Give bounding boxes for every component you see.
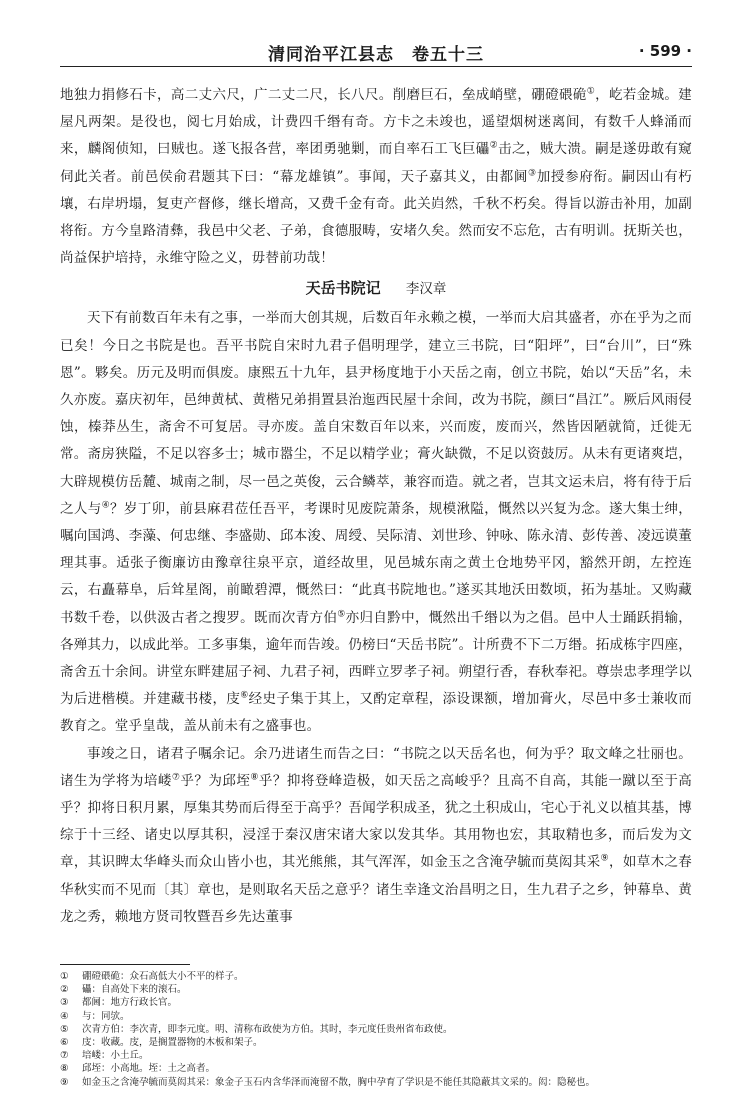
footnote-marker: ② <box>489 140 499 151</box>
footnote-number: ① <box>60 971 69 982</box>
text-run: 亦归自黔中，慨然出千缗以为之倡。邑中人士踊跃捐输，各殚其力，以成此举。工多事集，逾年而告竣。仍榜曰“天岳书院”。计所费不下二万缗。拓成栋宇四座，斋舍五十余间。讲堂东畔建屈子祠、九君子祠，西畔立罗孝子祠。朔望行香，春秋奉祀。尊崇忠孝理学以为后进楷模。并建藏书楼，庋 <box>60 609 693 708</box>
text-run: 击之，贼大溃。嗣是遂毋敢有窥伺此关者。前邑侯俞君题其下曰：“幕龙雄镇”。事闻，天子嘉其义，由都阃 <box>60 141 692 185</box>
text-run: 天下有前数百年未有之事，一举而大创其规，后数百年永赖之模，一举而大启其盛者，亦在乎为之而已矣！今日之书院是也。吾平书院自宋时九君子倡明理学，建立三书院，曰“阳坪”，曰“台川”，曰“殊恩”。夥矣。历元及明而俱废。康熙五十九年，县尹杨度地于小天岳之南，创立书院，始以“天岳”名，未久亦废。嘉庆初年，邑绅黄栻、黄楷兄弟捐置县治迤西民屋十余间，改为书院，颜曰“昌江”。厥后风雨侵蚀，榛莽丛生，斋舍不可复居。寻亦废。盖自宋数百年以来，兴而废，废而兴，然皆因陋就简，迁徙无常。斋房狭隘，不足以容多士；城市嚣尘，不足以精学业；膏火缺微，不足以资鼓厉。从未有更诸爽垲，大辟规模仿岳麓、城南之制，尽一邑之英俊，云合鳞萃，兼容而造。就之者，岂其文运未启，将有待于后之人与 <box>60 310 692 517</box>
footnote-marker: ⑤ <box>337 609 346 620</box>
footnote-list <box>60 970 692 1089</box>
essay-author: 李汉章 <box>405 281 447 298</box>
footnote-number: ② <box>60 984 69 996</box>
footnote-number: ⑧ <box>60 1063 69 1075</box>
footnote-marker: ③ <box>528 168 537 179</box>
page-body <box>60 82 692 931</box>
footnote-number: ⑥ <box>60 1037 69 1049</box>
essay-paragraph <box>60 305 692 740</box>
footnote-number: ⑤ <box>60 1023 69 1035</box>
footnote-marker: ⑨ <box>600 853 609 864</box>
footnote-item <box>60 1049 692 1062</box>
footnote-marker: ④ <box>101 500 111 511</box>
footnote-marker: ⑥ <box>240 690 249 701</box>
footnote-text: 庋：收藏。庋，是搁置器物的木板和架子。 <box>82 1037 263 1049</box>
footnote-number: ⑨ <box>60 1076 69 1088</box>
footnote-item <box>60 1062 692 1075</box>
text-run: ？岁丁卯，前县麻君莅任吾平，考课时见废院萧条，规模湫隘，慨然以兴复为念。遂大集士绅，嘱向国鸿、李藻、何忠继、李盛勋、邱本浚、周绶、吴际清、刘世珍、钟咏、陈永清、彭传善、凌远谟董理其事。适张子衡廉访由豫章往泉平京，道经故里，见邑城东南之黄土仓地势平冈，豁然开朗，左控连云，右矗幕阜，后耸星阁，前瞰碧潭，慨然曰：“此真书院地也。”遂买其地沃田数顷，拓为基址。又购藏书数千卷，以供汲古者之搜罗。既而次青方伯 <box>60 500 692 626</box>
text-run: 事竣之日，诸君子嘱余记。余乃进诸生而告之曰：“书院之以天岳名也，何为乎？取文峰之壮丽也。诸生为学将为培嵝 <box>60 745 692 789</box>
footnotes <box>60 964 692 1089</box>
header-title: 清同治平江县志 卷五十三 <box>268 45 484 65</box>
text-run: ，屹若金城。建屋凡两架。是役也，阅七月始成，计费四千缗有奇。方卡之未竣也，遥望烟树迷离间，有数千人蜂涌而来，麟阁侦知，曰贼也。遂飞报各营，率团勇驰剿，而自率石工飞巨礧 <box>60 87 692 158</box>
essay-title: 天岳书院记 <box>305 279 381 298</box>
footnote-item <box>60 1076 692 1089</box>
footnote-item <box>60 996 692 1009</box>
intro-paragraph <box>60 82 692 272</box>
footnote-marker: ⑦ <box>171 772 181 783</box>
footnote-text: 都阃：地方行政长官。 <box>82 997 178 1009</box>
essay-heading <box>60 274 692 303</box>
text-run: 地独力捐修石卡，高二丈六尺，广二丈二尺，长八尺。削磨巨石，垒成峭壁，硼磴碨硊 <box>60 87 587 103</box>
footnote-number: ⑦ <box>60 1050 69 1062</box>
text-run: 乎？为邱垤 <box>180 772 251 789</box>
footnote-text: 培嵝：小土丘。 <box>82 1050 149 1062</box>
footnote-text: 邱垤：小高地。垤：土之高者。 <box>82 1063 216 1075</box>
footnote-text: 次青方伯：李次青，即李元度。明、清称布政使为方伯。其时，李元度任贵州省布政使。 <box>82 1023 453 1035</box>
footnote-text: 与：同欤。 <box>82 1010 130 1022</box>
text-run: ，如草木之春华秋实而不见而〔其〕章也，是则取名天岳之意乎？诸生幸逢文治昌明之日，生九君子之乡，钟幕阜、黄龙之秀，赖地方贤司牧暨吾乡先达董事 <box>60 854 692 925</box>
page-number: · 599 · <box>638 42 692 60</box>
footnote-text: 如金玉之含淹孕毓而莫闳其采：象金子玉石内含华泽而淹留不散，胸中孕育了学识是不能任其隐蔽其文采的。闳：隐秘也。 <box>82 1076 596 1088</box>
footnote-rule <box>60 964 190 965</box>
header-rule <box>60 66 692 67</box>
footnote-item <box>60 1010 692 1023</box>
footnote-item <box>60 970 692 983</box>
footnote-text: 硼磴碨硊：众石高低大小不平的样子。 <box>82 971 244 982</box>
text-run: 经史子集于其上，又酌定章程，添设课额，增加膏火，尽邑中多士兼收而教育之。堂乎皇哉，盖从前未有之盛事也。 <box>60 691 692 735</box>
footnote-number: ④ <box>60 1010 69 1022</box>
footnote-item <box>60 1036 692 1049</box>
footnote-item <box>60 1023 692 1036</box>
essay-paragraph <box>60 741 692 931</box>
text-run: 加授参府衔。嗣因山有朽壤，右岸坍塌，复吏产督修，继长增高，又费千金有奇。此关岿然，千秋不朽矣。得旨以游击补用，加副将衔。方今皇路清彝，我邑中父老、子弟，食德服畴，安堵久矣。然而安不忘危，古有明训。抚斯关也，尚益保护培持，永维守险之义，毋替前功哉！ <box>60 168 693 267</box>
footnote-marker: ① <box>586 86 596 97</box>
footnote-number: ③ <box>60 997 69 1009</box>
footnote-text: 礧：自高处下来的滚石。 <box>82 984 187 996</box>
running-header <box>60 40 692 68</box>
text-run: 乎？抑将登峰造极，如天岳之高峻乎？且高不自高，其能一蹴以至于高乎？抑将日积月累，厚集其势而后得至于高乎？吾闻学积成圣，犹之土积成山，宅心于礼义以植其基，博综于十三经、诸史以厚其积，浸淫于秦汉唐宋诸大家以发其华。其用物也宏，其取精也多，而后发为文章，其识睥太华峰头而众山皆小也，其光熊熊，其气浑浑，如金玉之含淹孕毓而莫闳其采 <box>60 772 693 871</box>
footnote-marker: ⑧ <box>250 772 259 783</box>
footnote-item <box>60 983 692 996</box>
